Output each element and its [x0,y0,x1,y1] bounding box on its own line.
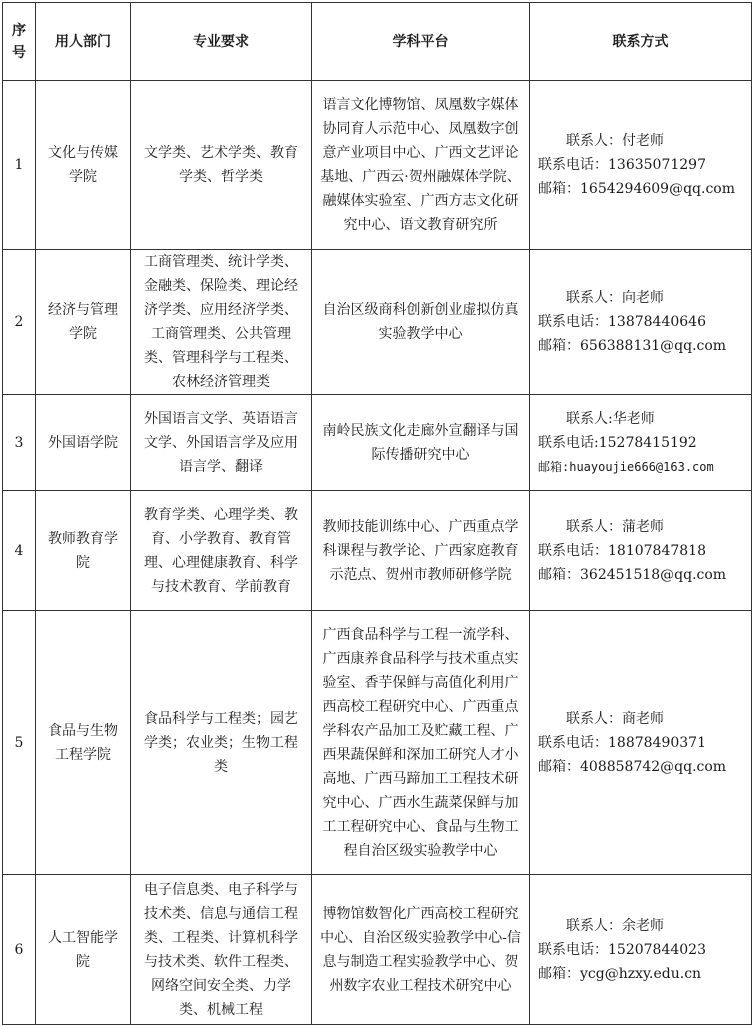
row-dept: 食品与生物工程学院 [36,611,131,875]
row-contact [530,81,752,250]
row-seq: 6 [3,875,36,1025]
row-contact [530,250,752,395]
contact-phone: 联系电话：13635071297 [538,157,706,173]
contact-email: 邮箱:huayoujie666@163.com [538,459,714,474]
header-contact: 联系方式 [530,3,752,81]
table-row [3,875,752,1025]
contact-name: 联系人：蒲老师 [566,518,664,535]
contact-name: 联系人：商老师 [566,710,664,727]
contact-email: 邮箱：ycg@hzxy.edu.cn [538,965,702,982]
header-major: 专业要求 [131,3,312,81]
row-platform: 自治区级商科创新创业虚拟仿真实验教学中心 [312,250,530,395]
row-major: 电子信息类、电子科学与技术类、信息与通信工程类、工程类、计算机科学与技术类、软件工程类、网络空间安全类、力学类、机械工程 [131,875,312,1025]
contact-email: 邮箱：362451518@qq.com [538,566,727,583]
row-seq: 5 [3,611,36,875]
table-row [3,611,752,875]
row-major: 外国语言文学、英语语言文学、外国语言学及应用语言学、翻译 [131,395,312,491]
row-platform: 博物馆数智化广西高校工程研究中心、自治区级实验教学中心-信息与制造工程实验教学中心、贺州数字农业工程技术研究中心 [312,875,530,1025]
row-seq: 2 [3,250,36,395]
row-major: 文学类、艺术学类、教育学类、哲学类 [131,81,312,250]
row-contact [530,395,752,491]
row-major: 食品科学与工程类；园艺学类；农业类；生物工程类 [131,611,312,875]
contact-phone: 联系电话：15207844023 [538,941,706,958]
contact-name: 联系人：付老师 [566,133,664,149]
contact-email: 邮箱：656388131@qq.com [538,338,727,354]
contact-name: 联系人:华老师 [566,410,655,427]
header-platform: 学科平台 [312,3,530,81]
row-major: 工商管理类、统计学类、金融类、保险类、理论经济学类、应用经济学类、工商管理类、公共管理类、管理科学与工程类、农林经济管理类 [131,250,312,395]
table-row [3,81,752,250]
row-dept: 人工智能学院 [36,875,131,1025]
contact-phone: 联系电话:15278415192 [538,434,697,451]
contact-phone: 联系电话：18878490371 [538,734,706,751]
row-seq: 4 [3,491,36,611]
row-seq: 3 [3,395,36,491]
row-platform: 语言文化博物馆、凤凰数字媒体协同育人示范中心、凤凰数字创意产业项目中心、广西文艺评论基地、广西云·贺州融媒体学院、融媒体实验室、广西方志文化研究中心、语文教育研究所 [312,81,530,250]
table-row [3,395,752,491]
row-contact [530,875,752,1025]
row-platform: 南岭民族文化走廊外宣翻译与国际传播研究中心 [312,395,530,491]
contact-name: 联系人：向老师 [566,290,664,306]
row-contact [530,491,752,611]
header-seq: 序号 [3,3,36,81]
row-dept: 外国语学院 [36,395,131,491]
row-contact [530,611,752,875]
table-row [3,491,752,611]
row-platform: 广西食品科学与工程一流学科、广西康养食品科学与技术重点实验室、香芋保鲜与高值化利用广西高校工程研究中心、广西重点学科农产品加工及贮藏工程、广西果蔬保鲜和深加工研究人才小高地、广西马蹄加工工程技术研究中心、广西水生蔬菜保鲜与加工工程研究中心、食品与生物工程自治区级实验教学中心 [312,611,530,875]
row-dept: 经济与管理学院 [36,250,131,395]
contact-phone: 联系电话：18107847818 [538,542,706,559]
contact-phone: 联系电话：13878440646 [538,314,706,330]
row-major: 教育学类、心理学类、教育、小学教育、教育管理、心理健康教育、科学与技术教育、学前教育 [131,491,312,611]
header-row [3,3,752,81]
row-dept: 教师教育学院 [36,491,131,611]
recruitment-table [2,2,752,1025]
row-dept: 文化与传媒学院 [36,81,131,250]
row-seq: 1 [3,81,36,250]
contact-email: 邮箱：1654294609@qq.com [538,181,735,197]
contact-name: 联系人：余老师 [566,917,664,934]
header-dept: 用人部门 [36,3,131,81]
contact-email: 邮箱：408858742@qq.com [538,758,727,775]
row-platform: 教师技能训练中心、广西重点学科课程与教学论、广西家庭教育示范点、贺州市教师研修学院 [312,491,530,611]
table-row [3,250,752,395]
